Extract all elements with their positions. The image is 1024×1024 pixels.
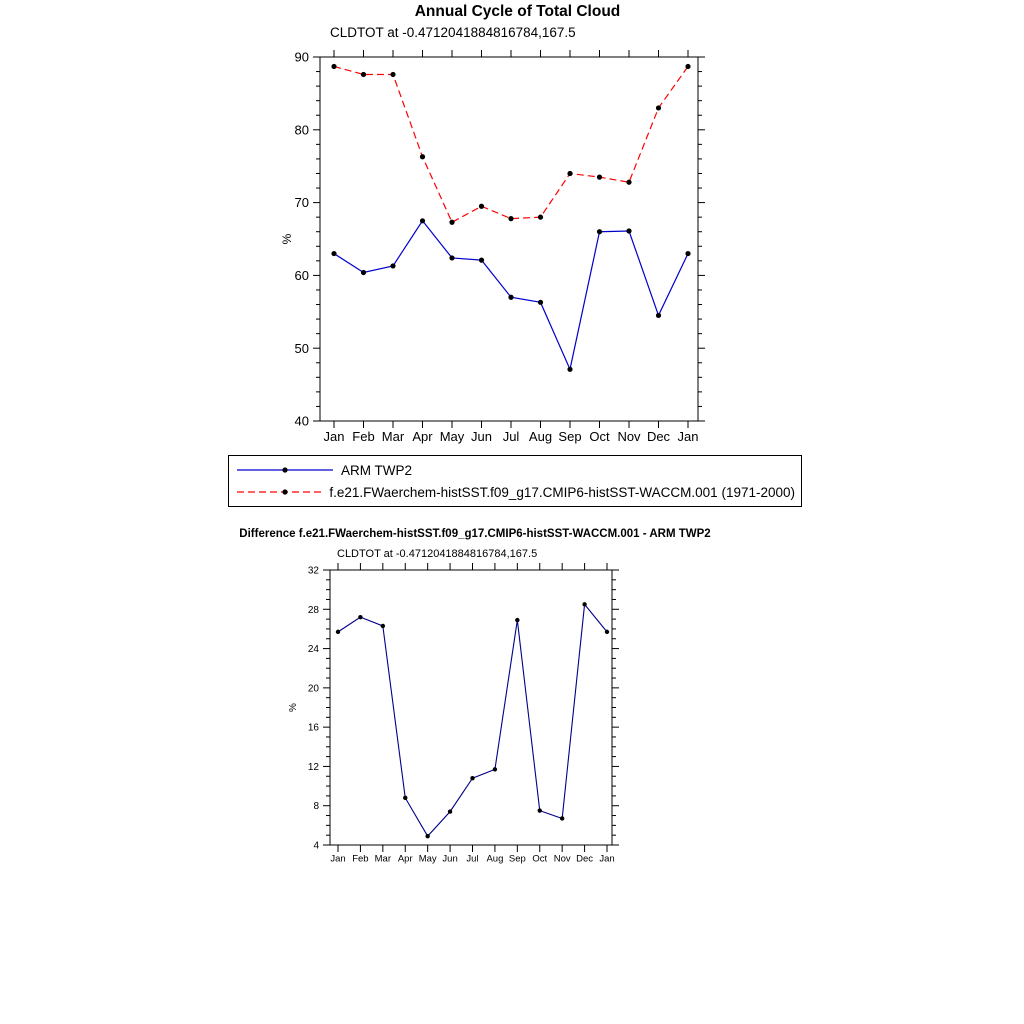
x-tick-label: May — [439, 429, 465, 444]
series-marker — [361, 72, 366, 77]
series-marker — [597, 229, 602, 234]
series-marker — [449, 220, 454, 225]
x-tick-label: Aug — [486, 853, 504, 865]
series-marker — [538, 300, 543, 305]
x-tick-label: Nov — [553, 853, 571, 865]
x-tick-label: Sep — [508, 853, 526, 865]
x-tick-label: Oct — [532, 853, 548, 865]
series-marker — [567, 171, 572, 176]
y-tick-label: 40 — [294, 413, 309, 429]
series-marker — [390, 72, 395, 77]
x-tick-label: Jun — [471, 429, 492, 444]
y-tick-label: 20 — [307, 683, 319, 695]
series-marker — [403, 796, 407, 800]
y-axis-label: % — [288, 703, 299, 712]
y-tick-label: 90 — [294, 49, 309, 65]
series-marker — [656, 313, 661, 318]
x-tick-label: Jan — [599, 853, 615, 865]
series-marker — [515, 618, 519, 622]
y-tick-label: 8 — [313, 801, 319, 813]
top-chart — [280, 50, 705, 444]
series-marker — [420, 218, 425, 223]
series-marker — [331, 251, 336, 256]
x-tick-label: Jan — [323, 429, 345, 444]
x-tick-label: Jul — [502, 429, 520, 444]
y-tick-label: 16 — [307, 722, 319, 734]
bottom-chart-title: Difference f.e21.FWaerchem-histSST.f09_g17.CMIP6-histSST-WACCM.001 - ARM TWP2 — [239, 528, 711, 540]
y-tick-label: 70 — [294, 195, 309, 211]
series-marker — [361, 270, 366, 275]
series-marker — [508, 216, 513, 221]
x-tick-label: Jan — [677, 429, 699, 444]
series-marker — [470, 776, 474, 780]
series-line — [338, 604, 607, 836]
y-tick-label: 4 — [313, 840, 319, 852]
x-tick-label: Dec — [646, 429, 671, 444]
series-marker — [626, 228, 631, 233]
series-marker — [685, 64, 690, 69]
series-marker — [390, 263, 395, 268]
series-marker — [567, 367, 572, 372]
y-tick-label: 24 — [307, 644, 319, 656]
series-marker — [538, 808, 542, 812]
series-marker — [626, 180, 631, 185]
series-marker — [425, 834, 429, 838]
y-tick-label: 80 — [294, 122, 309, 138]
series-marker — [331, 64, 336, 69]
legend-entry-model — [235, 481, 795, 503]
plot-frame — [320, 57, 698, 421]
x-tick-label: Jan — [330, 853, 346, 865]
legend-marker-icon — [282, 489, 287, 494]
series-marker — [508, 295, 513, 300]
x-tick-label: Dec — [576, 853, 594, 865]
y-axis-label: % — [280, 233, 294, 245]
legend-line-sample-solid — [235, 463, 335, 477]
y-tick-label: 28 — [307, 604, 319, 616]
bottom-chart — [288, 563, 619, 865]
legend-label-model: f.e21.FWaerchem-histSST.f09_g17.CMIP6-histSST-WACCM.001 (1971-2000) — [329, 484, 795, 500]
legend — [228, 455, 802, 507]
series-marker — [448, 809, 452, 813]
series-marker — [656, 105, 661, 110]
series-marker — [479, 258, 484, 263]
y-tick-label: 32 — [307, 565, 319, 577]
x-tick-label: Apr — [412, 429, 433, 444]
x-tick-label: Jul — [466, 853, 479, 865]
x-tick-label: Aug — [528, 429, 553, 444]
x-tick-label: Apr — [397, 853, 413, 865]
x-tick-label: May — [418, 853, 437, 865]
legend-entry-arm-twp2 — [235, 459, 795, 481]
series-marker — [605, 630, 609, 634]
x-tick-label: Feb — [352, 853, 369, 865]
plot-frame — [330, 570, 612, 845]
top-chart-subtitle: CLDTOT at -0.4712041884816784,167.5 — [330, 25, 576, 40]
series-marker — [381, 624, 385, 628]
series-marker — [582, 602, 586, 606]
x-tick-label: Jun — [442, 853, 458, 865]
series-marker — [493, 767, 497, 771]
x-tick-label: Sep — [558, 429, 582, 444]
top-chart-title: Annual Cycle of Total Cloud — [414, 3, 621, 20]
series-marker — [358, 615, 362, 619]
legend-marker-icon — [282, 467, 287, 472]
series-marker — [538, 215, 543, 220]
y-tick-label: 60 — [294, 267, 309, 283]
y-tick-label: 12 — [307, 761, 319, 773]
series-marker — [479, 204, 484, 209]
series-marker — [597, 175, 602, 180]
legend-label-arm-twp2: ARM TWP2 — [341, 462, 413, 478]
x-tick-label: Nov — [617, 429, 641, 444]
x-tick-label: Oct — [589, 429, 610, 444]
y-tick-label: 50 — [294, 340, 309, 356]
x-tick-label: Mar — [381, 429, 405, 444]
series-marker — [449, 255, 454, 260]
series-line — [334, 66, 688, 222]
bottom-chart-subtitle: CLDTOT at -0.4712041884816784,167.5 — [337, 548, 538, 560]
series-marker — [420, 154, 425, 159]
x-tick-label: Mar — [374, 853, 392, 865]
series-marker — [685, 251, 690, 256]
series-marker — [336, 630, 340, 634]
x-tick-label: Feb — [352, 429, 375, 444]
legend-line-sample-dashed — [235, 485, 323, 499]
series-marker — [560, 816, 564, 820]
